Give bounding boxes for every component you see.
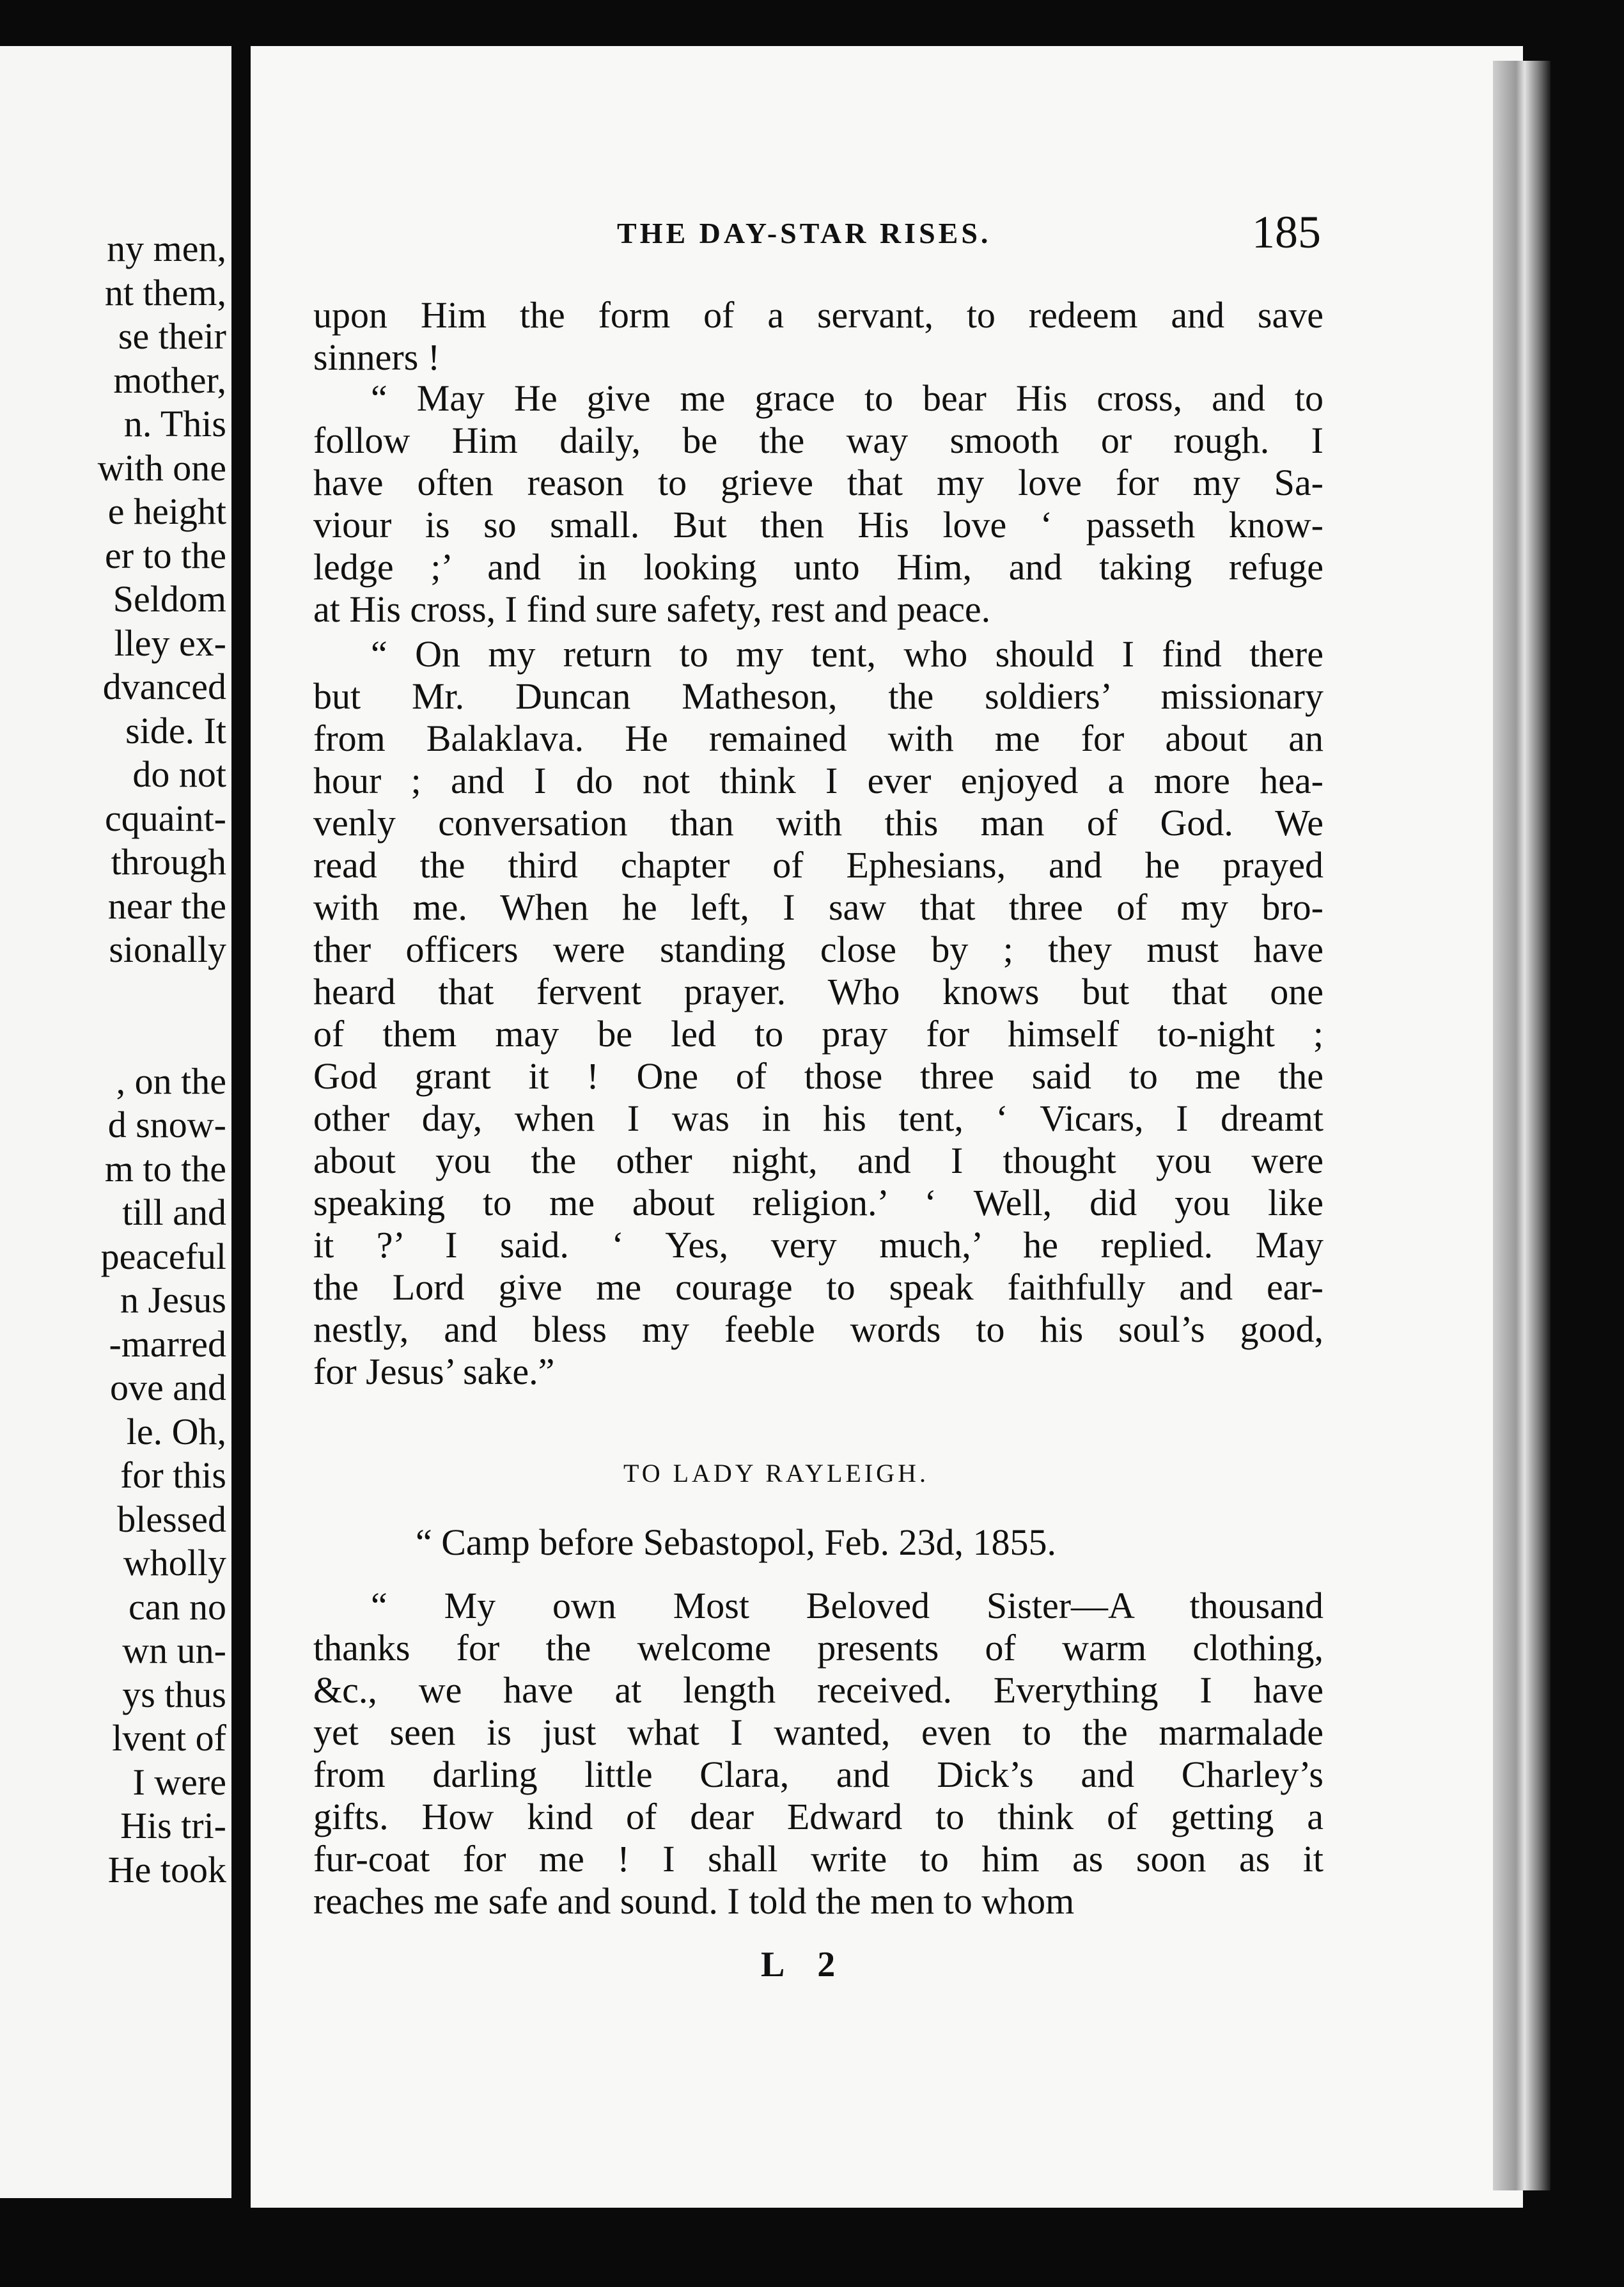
left-page-line: n. This (123, 403, 226, 444)
left-page-line: , on the (116, 1060, 226, 1102)
text-line: ledge ;’ and in looking unto Him, and taking refuge (313, 546, 1323, 588)
text-line: viour is so small. But then His love ‘ passeth know- (313, 504, 1323, 546)
left-page-line: He took (107, 1848, 226, 1890)
left-page-line: se their (118, 315, 226, 357)
left-page-line: le. Oh, (126, 1410, 226, 1452)
left-page-line: ove and (110, 1367, 226, 1408)
left-page-line: near the (107, 884, 226, 927)
left-page-line: blessed (117, 1498, 226, 1540)
left-page-line: through (111, 841, 226, 883)
page-number: 185 (1252, 207, 1321, 258)
left-page-line: ny men, (107, 228, 226, 269)
text-line: reaches me safe and sound. I told the men to whom (313, 1880, 1075, 1922)
left-page-line: n Jesus (120, 1279, 226, 1321)
left-page-line: I were (132, 1761, 226, 1803)
left-page-line: Seldom (113, 578, 226, 620)
left-page-line: ys thus (122, 1673, 226, 1715)
text-line: “ My own Most Beloved Sister—A thousand (371, 1585, 1323, 1626)
left-page (0, 46, 231, 2198)
left-page-line: dvanced (102, 666, 226, 707)
text-line: sinners ! (313, 336, 441, 378)
text-line: hour ; and I do not think I ever enjoyed a more hea- (313, 760, 1323, 801)
left-page-line: can no (129, 1585, 226, 1628)
text-line: &c., we have at length received. Everything I have (313, 1669, 1323, 1711)
text-line: God grant it ! One of those three said to me the (313, 1055, 1323, 1097)
text-line: gifts. How kind of dear Edward to think of getting a (313, 1796, 1323, 1837)
text-line: read the third chapter of Ephesians, and he prayed (313, 844, 1323, 886)
text-line: at His cross, I find sure safety, rest and peace. (313, 588, 991, 630)
left-page-line: cquaint- (104, 797, 226, 839)
letter-dateline: “ Camp before Sebastopol, Feb. 23d, 1855. (416, 1521, 1056, 1563)
left-page-line: mother, (113, 359, 226, 401)
left-page-line: peaceful (100, 1235, 226, 1277)
left-page-line: e height (107, 491, 226, 532)
text-line: have often reason to grieve that my love for my Sa- (313, 462, 1323, 503)
text-line: from darling little Clara, and Dick’s and Charley’s (313, 1754, 1323, 1795)
signature-mark: L 2 (761, 1945, 848, 1984)
left-page-line: side. It (125, 709, 226, 751)
left-page-line: d snow- (107, 1104, 226, 1145)
left-page-line: with one (97, 446, 226, 489)
left-page-line: nt them, (104, 271, 226, 313)
text-line: “ May He give me grace to bear His cross, and to (371, 377, 1323, 419)
text-line: the Lord give me courage to speak faithfully and ear- (313, 1266, 1323, 1308)
text-line: for Jesus’ sake.” (313, 1351, 555, 1392)
left-page-line: lley ex- (114, 622, 226, 664)
text-line: heard that fervent prayer. Who knows but that one (313, 971, 1323, 1012)
text-line: follow Him daily, be the way smooth or rough. I (313, 420, 1323, 461)
left-page-line: do not (132, 753, 226, 795)
text-line: speaking to me about religion.’ ‘ Well, did you like (313, 1182, 1323, 1223)
text-line: with me. When he left, I saw that three of my bro- (313, 886, 1323, 928)
text-line: ther officers were standing close by ; they must have (313, 929, 1323, 970)
text-line: other day, when I was in his tent, ‘ Vicars, I dreamt (313, 1097, 1323, 1139)
running-head: THE DAY-STAR RISES. (617, 217, 992, 249)
text-line: it ?’ I said. ‘ Yes, very much,’ he replied. May (313, 1224, 1323, 1266)
left-page-line: lvent of (112, 1717, 226, 1759)
left-page-line: till and (122, 1191, 226, 1233)
left-page-line: His tri- (120, 1805, 226, 1846)
text-line: nestly, and bless my feeble words to his soul’s good, (313, 1309, 1323, 1350)
text-line: but Mr. Duncan Matheson, the soldiers’ missionary (313, 675, 1323, 717)
text-line: venly conversation than with this man of God. We (313, 802, 1323, 844)
left-page-line: for this (120, 1454, 226, 1496)
text-line: yet seen is just what I wanted, even to the marmalade (313, 1711, 1323, 1753)
text-line: of them may be led to pray for himself to-night ; (313, 1013, 1323, 1055)
left-page-line: m to the (104, 1147, 226, 1190)
text-line: upon Him the form of a servant, to redeem and save (313, 294, 1323, 336)
letter-heading: TO LADY RAYLEIGH. (623, 1459, 929, 1488)
page-edge (1493, 61, 1550, 2190)
left-page-line: sionally (109, 929, 226, 970)
text-line: thanks for the welcome presents of warm clothing, (313, 1627, 1323, 1669)
text-line: about you the other night, and I thought you were (313, 1140, 1323, 1181)
left-page-line: wholly (123, 1542, 226, 1584)
left-page-line: er to the (104, 534, 226, 576)
text-line: fur-coat for me ! I shall write to him as soon as it (313, 1838, 1323, 1880)
text-line: from Balaklava. He remained with me for about an (313, 718, 1323, 759)
text-line: “ On my return to my tent, who should I find there (371, 633, 1323, 675)
left-page-line: wn un- (122, 1630, 226, 1671)
left-page-line: -marred (109, 1323, 226, 1365)
